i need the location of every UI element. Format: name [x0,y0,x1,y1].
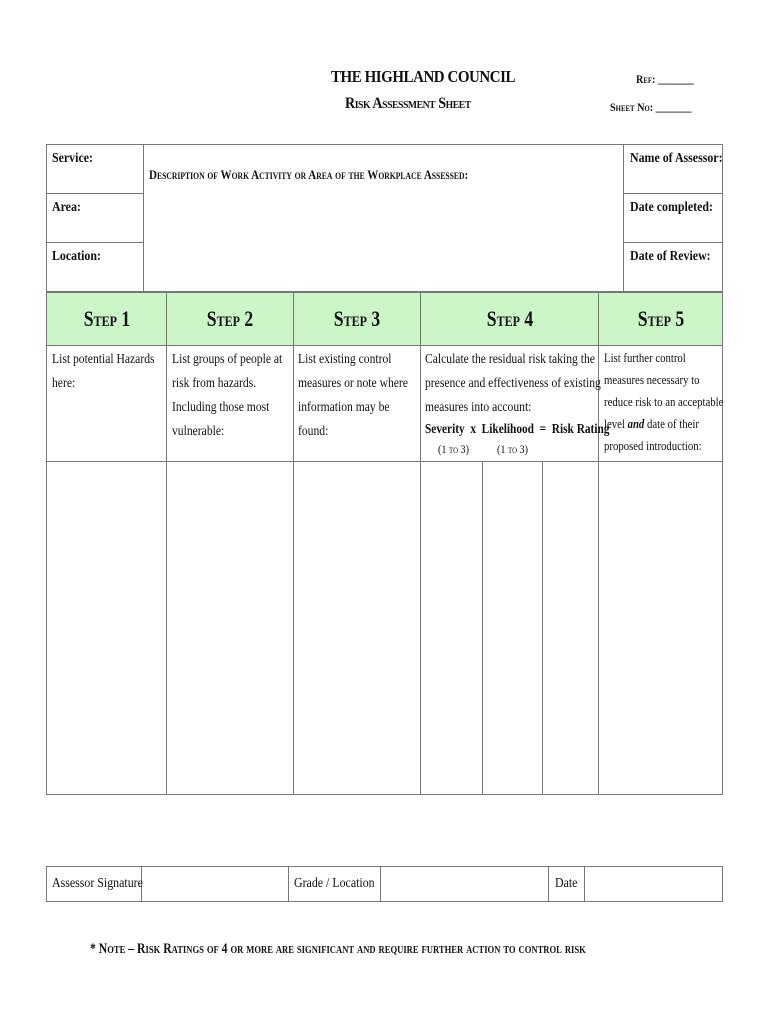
sheet-title: Risk Assessment Sheet [345,95,471,112]
risk-formula: Severity x Likelihood = Risk Rating [425,421,610,436]
step-2-instructions: List groups of people at risk from hazards. Including those most vulnerable: [172,351,283,438]
assessor-signature-label: Assessor Signature [52,876,143,891]
step-1-heading: Step 1 [47,293,167,345]
grade-location-label: Grade / Location [294,876,375,891]
severity-scale: (1 to 3) [438,442,470,456]
step-5-heading: Step 5 [637,306,684,331]
risk-note: * Note – Risk Ratings of 4 or more are significant and require further action to control risk [90,941,586,957]
organisation-title: THE HIGHLAND COUNCIL [331,67,516,86]
service-label: Service: [52,151,93,166]
area-label: Area: [52,200,81,215]
step-4-instructions: Calculate the residual risk taking the presence and effectiveness of existing measures into account: [425,351,601,414]
date-completed-label: Date completed: [630,200,713,215]
step-3-instructions: List existing control measures or note where information may be found: [298,351,408,438]
date-field[interactable] [585,867,722,901]
assessor-label: Name of Assessor: [630,151,723,166]
step-1-instructions: List potential Hazards here: [52,351,155,390]
sheet-no-field: Sheet No: _______ [610,100,692,114]
step-4-heading: Step 4 [421,293,599,345]
location-label: Location: [52,249,101,264]
step-2-heading: Step 2 [167,293,294,345]
step-3-heading: Step 3 [294,293,421,345]
step-5-instructions: List further control measures necessary to reduce risk to an acceptable level and date of their proposed introduction: [604,351,724,453]
date-label: Date [555,876,578,891]
ref-field: Ref: _______ [636,72,694,86]
step-header-row [46,292,723,346]
date-review-label: Date of Review: [630,249,711,264]
likelihood-scale: (1 to 3) [497,442,529,456]
assessor-signature-field[interactable] [142,867,288,901]
grade-location-field[interactable] [381,867,548,901]
description-label: Description of Work Activity or Area of the Workplace Assessed: [149,167,469,182]
